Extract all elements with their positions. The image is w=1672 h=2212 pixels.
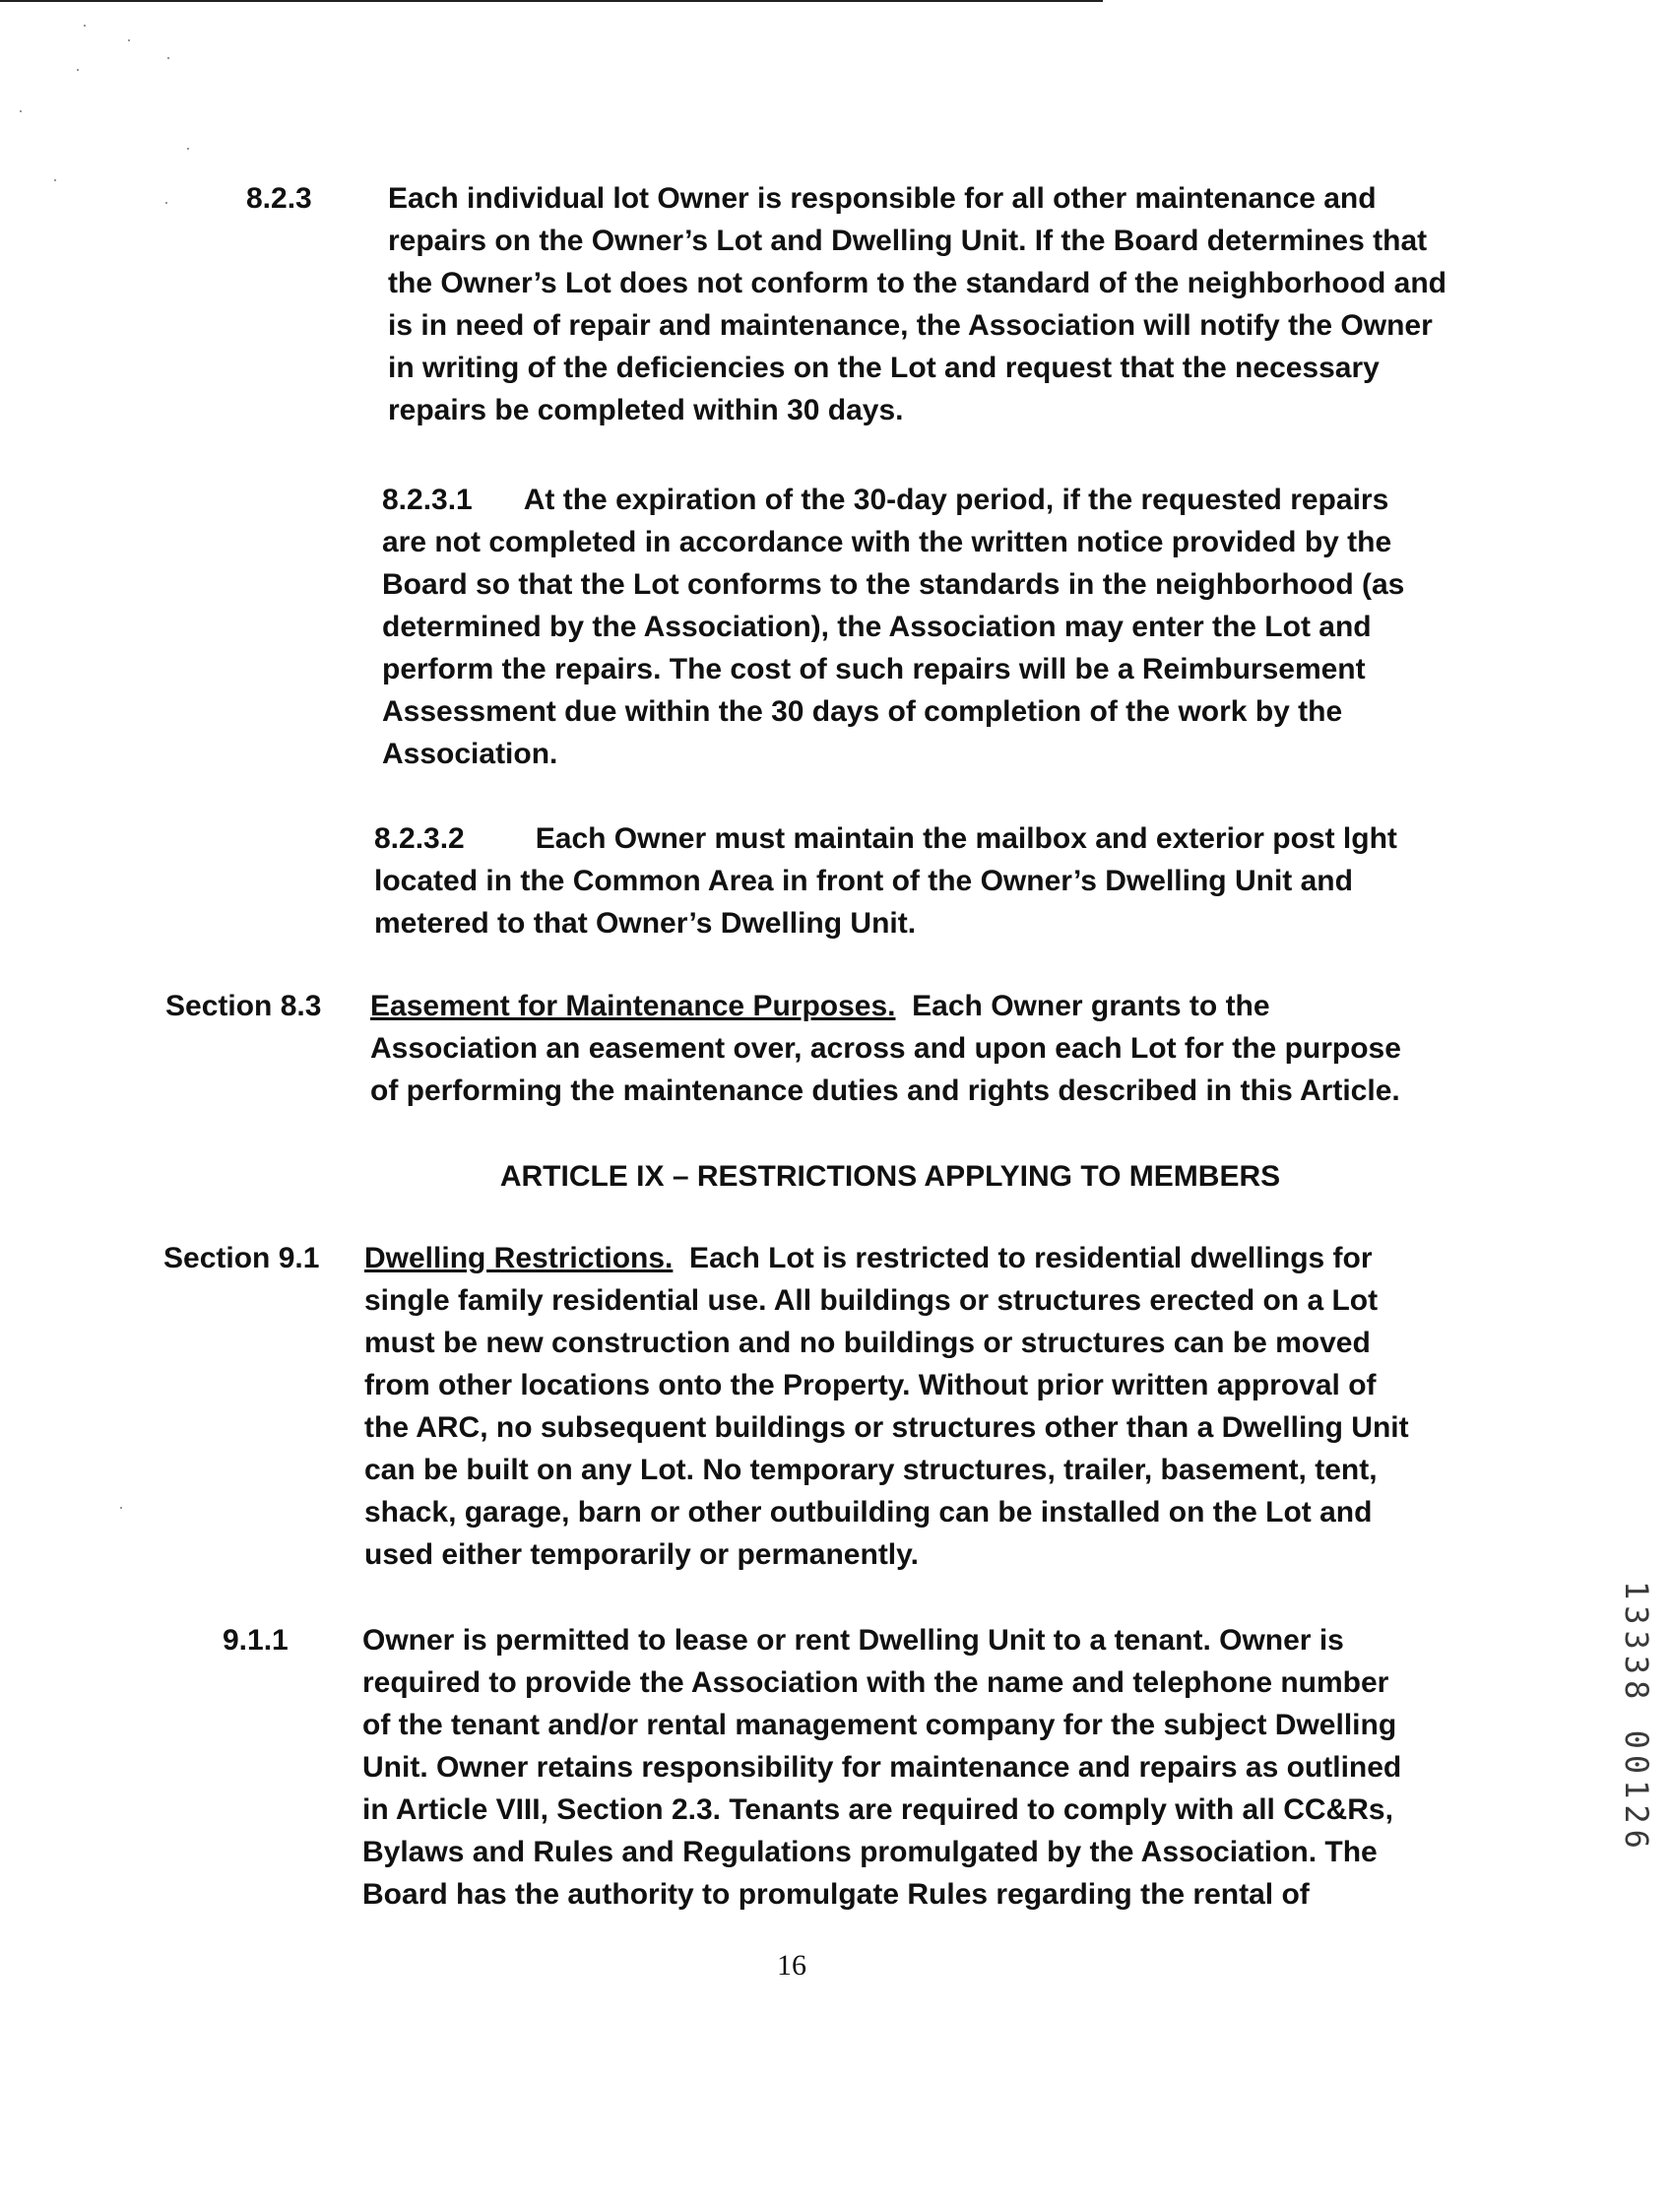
scan-speck [54, 179, 56, 181]
scan-speck [77, 69, 79, 71]
text-line: Association an easement over, across and upon each Lot for the purpose [370, 1032, 1401, 1065]
section-number-8-2-3-2: 8.2.3.2 [374, 822, 465, 855]
text-line: perform the repairs. The cost of such repairs will be a Reimbursement [382, 653, 1366, 685]
text-line [374, 817, 1397, 860]
scan-speck [120, 1507, 122, 1509]
text-line: determined by the Association), the Association may enter the Lot and [382, 611, 1372, 643]
text-line-first: Each Lot is restricted to residential dwellings for [673, 1242, 1373, 1274]
text-line: single family residential use. All buildings or structures erected on a Lot [364, 1284, 1379, 1317]
section-title-8-3: Easement for Maintenance Purposes. [370, 990, 896, 1022]
text-line: required to provide the Association with the name and telephone number [362, 1666, 1389, 1699]
recording-stamp [1615, 1581, 1664, 1856]
article-heading: ARTICLE IX – RESTRICTIONS APPLYING TO MEMBERS [499, 1160, 1281, 1193]
text-line: Bylaws and Rules and Regulations promulgated by the Association. The [362, 1836, 1378, 1868]
text-line: the Owner’s Lot does not conform to the standard of the neighborhood and [388, 267, 1447, 299]
section-9-1-1-text [362, 1619, 1401, 1916]
recording-stamp-text: 13338 00126 [1618, 1581, 1655, 1854]
text-line: are not completed in accordance with the written notice provided by the [382, 526, 1392, 558]
section-8-2-3-text [388, 177, 1447, 431]
scan-speck [84, 25, 86, 27]
section-title-9-1: Dwelling Restrictions. [364, 1242, 674, 1274]
text-line: Assessment due within the 30 days of completion of the work by the [382, 695, 1343, 728]
text-line: used either temporarily or permanently. [364, 1538, 919, 1571]
page-number: 16 [777, 1949, 806, 1982]
text-line: located in the Common Area in front of the Owner’s Dwelling Unit and [374, 865, 1353, 897]
section-label-8-3: Section 8.3 [165, 990, 322, 1022]
text-line-first: Each Owner must maintain the mailbox and exterior post lght [535, 822, 1397, 855]
text-line: Board so that the Lot conforms to the standards in the neighborhood (as [382, 568, 1405, 601]
text-line: from other locations onto the Property. Without prior written approval of [364, 1369, 1377, 1401]
scan-speck [20, 110, 22, 112]
text-line: is in need of repair and maintenance, the Association will notify the Owner [388, 309, 1433, 342]
section-8-3-text [370, 985, 1401, 1112]
text-line: Board has the authority to promulgate Rules regarding the rental of [362, 1878, 1310, 1911]
text-line: can be built on any Lot. No temporary structures, trailer, basement, tent, [364, 1454, 1378, 1486]
text-line-first: At the expiration of the 30-day period, if the requested repairs [523, 484, 1389, 516]
text-line: repairs on the Owner’s Lot and Dwelling Unit. If the Board determines that [388, 225, 1428, 257]
section-label-9-1: Section 9.1 [163, 1242, 320, 1274]
section-9-1-text [364, 1237, 1409, 1576]
text-line: metered to that Owner’s Dwelling Unit. [374, 907, 917, 940]
text-line: Association. [382, 738, 558, 770]
text-line: in writing of the deficiencies on the Lot and request that the necessary [388, 352, 1380, 384]
top-border-line [0, 0, 1103, 2]
scan-speck [167, 57, 169, 59]
text-line: Each individual lot Owner is responsible for all other maintenance and [388, 182, 1377, 215]
section-number-8-2-3-1: 8.2.3.1 [382, 484, 473, 516]
scan-speck [165, 202, 167, 204]
section-8-2-3-2-text [374, 817, 1397, 944]
text-line [364, 1237, 1409, 1279]
scan-speck [187, 148, 189, 150]
text-line: the ARC, no subsequent buildings or structures other than a Dwelling Unit [364, 1411, 1409, 1444]
text-line: Owner is permitted to lease or rent Dwelling Unit to a tenant. Owner is [362, 1624, 1344, 1657]
text-line [382, 479, 1404, 521]
section-number-9-1-1: 9.1.1 [223, 1624, 289, 1657]
text-line [370, 985, 1401, 1027]
section-8-2-3-1-text [382, 479, 1404, 775]
text-line: Unit. Owner retains responsibility for maintenance and repairs as outlined [362, 1751, 1402, 1784]
text-line: of performing the maintenance duties and rights described in this Article. [370, 1074, 1400, 1107]
text-line: in Article VIII, Section 2.3. Tenants are required to comply with all CC&Rs, [362, 1793, 1393, 1826]
text-line: must be new construction and no buildings or structures can be moved [364, 1327, 1371, 1359]
text-line: repairs be completed within 30 days. [388, 394, 904, 426]
text-line: of the tenant and/or rental management company for the subject Dwelling [362, 1709, 1397, 1741]
section-number-8-2-3: 8.2.3 [246, 182, 312, 215]
text-line-first: Each Owner grants to the [895, 990, 1270, 1022]
scan-speck [128, 39, 130, 41]
text-line: shack, garage, barn or other outbuilding can be installed on the Lot and [364, 1496, 1373, 1529]
